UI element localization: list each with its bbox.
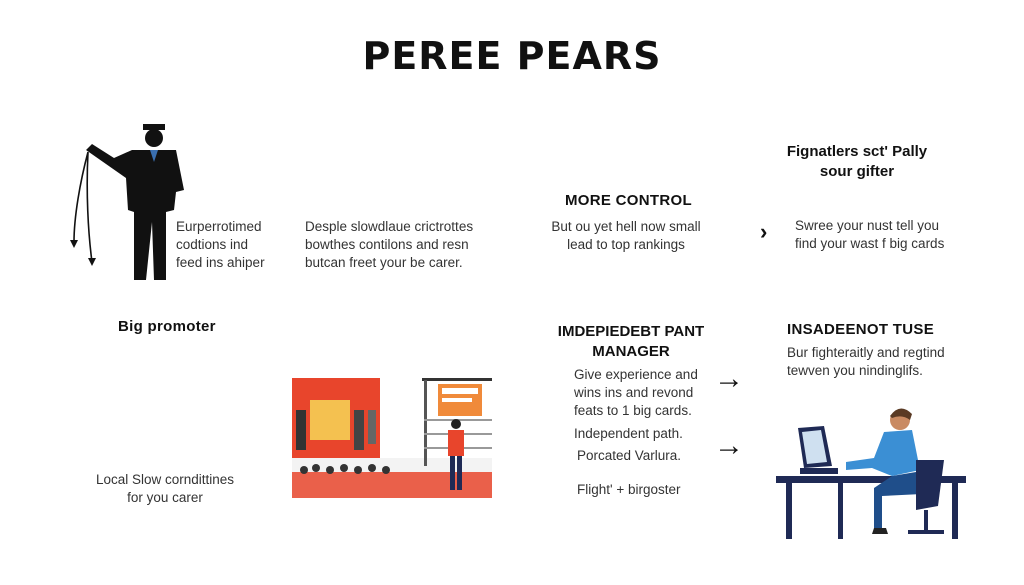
storefront-illustration	[290, 374, 494, 498]
big-promoter-label: Big promoter	[118, 318, 216, 335]
arrow-right-icon: →	[714, 429, 744, 462]
independent-manager-text: Give experience and wins ins and revond feats to 1 big cards.	[574, 367, 698, 418]
more-control-text: But ou yet hell now small lead to top rankings	[551, 219, 701, 252]
more-control-heading: MORE CONTROL	[565, 192, 692, 209]
arrow-right-icon: →	[714, 362, 744, 395]
chevron-right-icon: ›	[760, 219, 768, 244]
page-title: PEREE PEARS	[362, 34, 662, 78]
insadeenot-heading: INSADEENOT TUSE	[787, 321, 935, 338]
independent-manager-heading: IMDEPIEDEBT PANT MANAGER	[557, 323, 705, 360]
insadeenot-text: Bur fighteraitly and regtind tewven you nindinglifs.	[787, 345, 945, 378]
fignatlers-text: Swree your nust tell you find your wast f big cards	[795, 218, 945, 251]
person-at-desk-icon	[776, 404, 968, 544]
porcated-text: Porcated Varlura.	[577, 448, 682, 463]
flight-text: Flight' + birgoster	[577, 482, 681, 497]
independent-path-text: Independent path.	[574, 426, 683, 441]
fignatlers-heading: Fignatlers sct' Pally sour gifter	[786, 143, 928, 180]
col2-text: Desple slowdlaue crictrottes bowthes contilons and resn butcan freet your be carer.	[305, 219, 474, 270]
col1-bottom-text: Local Slow corndittines for you carer	[95, 472, 235, 505]
col1-caption: Eurperrotimed codtions ind feed ins ahiper	[176, 219, 265, 270]
